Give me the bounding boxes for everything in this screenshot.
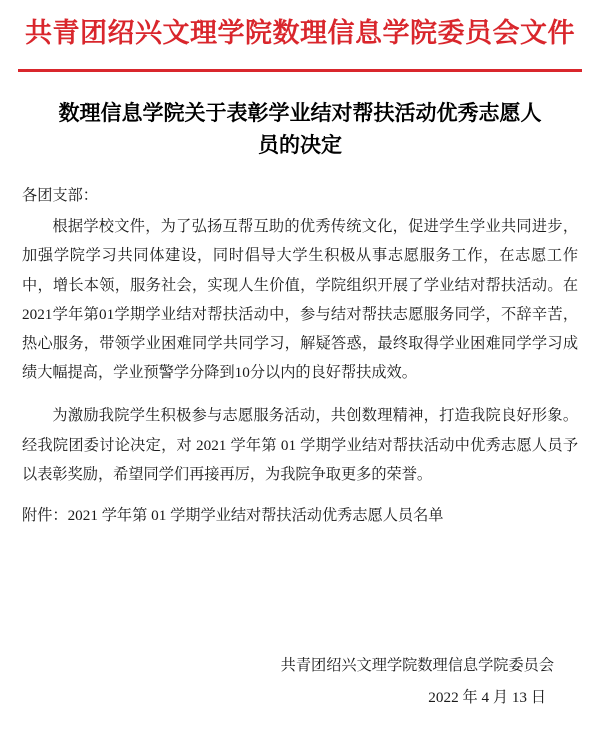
page-title: 数理信息学院关于表彰学业结对帮扶活动优秀志愿人员的决定 — [58, 101, 542, 157]
letterhead-divider — [18, 69, 582, 72]
attachment-line: 附件：2021 学年第 01 学期学业结对帮扶活动优秀志愿人员名单 — [22, 506, 444, 524]
document-body — [22, 181, 578, 530]
letterhead — [0, 0, 600, 55]
signature-block — [281, 650, 554, 714]
body-paragraph-1: 根据学校文件，为了弘扬互帮互助的优秀传统文化，促进学生学业共同进步，加强学院学习共同体建设，同时倡导大学生积极从事志愿服务工作，在志愿工作中，增长本领，服务社会，实现人生价值，学院组织开展了学业结对帮扶活动。在2021学年第01学期学业结对帮扶活动中，参与结对帮扶志愿服务同学，不辞辛苦，热心服务，带领学业困难同学共同学习，解疑答惑，最终取得学业困难同学学习成绩大幅提高，学业预警学分降到10分以内的良好帮扶成效。 — [22, 218, 578, 382]
signature-organization: 共青团绍兴文理学院数理信息学院委员会 — [280, 657, 554, 675]
letterhead-title: 共青团绍兴文理学院数理信息学院委员会文件 — [25, 18, 575, 48]
salutation: 各团支部： — [22, 187, 98, 205]
signature-date: 2022 年 4 月 13 日 — [428, 689, 546, 707]
body-paragraph-2: 为激励我院学生积极参与志愿服务活动，共创数理精神，打造我院良好形象。经我院团委讨论决定，对 2021 学年第 01 学期学业结对帮扶活动中优秀志愿人员予以表彰奖励，希望同学们再接再厉，为我院争取更多的荣誉。 — [22, 407, 578, 483]
